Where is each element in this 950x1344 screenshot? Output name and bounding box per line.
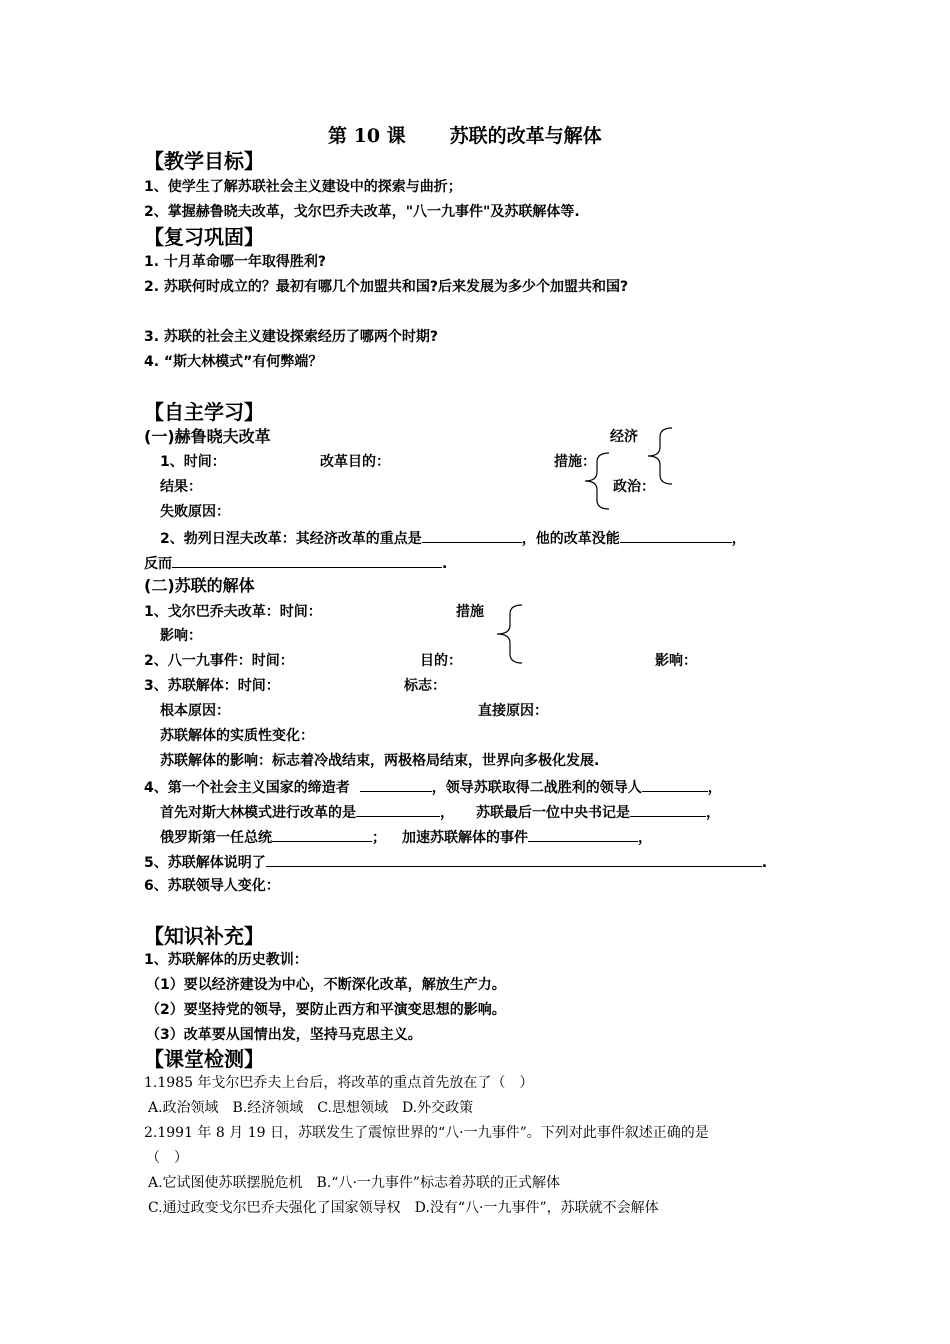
self-study-heading: 【自主学习】 bbox=[144, 400, 264, 424]
supplement-lead: 1、苏联解体的历史教训： bbox=[144, 952, 308, 968]
test-question-1-options: A.政治领域 B.经济领域 C.思想领域 D.外交政策 bbox=[148, 1100, 474, 1116]
influence: 苏联解体的影响：标志着冷战结束，两极格局结束，世界向多极化发展. bbox=[160, 753, 600, 769]
goal-item: 2、掌握赫鲁晓夫改革，戈尔巴乔夫改革，"八一九事件"及苏联解体等. bbox=[144, 204, 580, 220]
test-question-2-paren: （ ） bbox=[146, 1150, 188, 1166]
blank-line[interactable] bbox=[272, 827, 372, 842]
question-4-line-1: 4、第一个社会主义国家的缔造者 ，领导苏联取得二战胜利的领导人 ， bbox=[144, 777, 722, 797]
root-cause: 根本原因： bbox=[160, 703, 230, 719]
measures-brace bbox=[583, 452, 611, 510]
blank-line[interactable] bbox=[422, 528, 522, 543]
coup-time: 2、八一九事件：时间： bbox=[144, 653, 294, 669]
politics-label: 政治： bbox=[613, 479, 655, 495]
part2-title: (二)苏联的解体 bbox=[144, 576, 255, 595]
review-item: 3. 苏联的社会主义建设探索经历了哪两个时期? bbox=[144, 329, 439, 345]
khrushchev-time: 1、时间： bbox=[160, 454, 226, 470]
review-item: 4. “斯大林模式”有何弊端？ bbox=[144, 354, 323, 370]
supplement-item: （1）要以经济建设为中心，不断深化改革，解放生产力。 bbox=[146, 977, 506, 993]
brezhnev-line: 2、勃列日涅夫改革：其经济改革的重点是 ，他的改革没能 ， bbox=[160, 528, 746, 548]
test-question-1: 1.1985 年戈尔巴乔夫上台后，将改革的重点首先放在了（ ） bbox=[144, 1075, 534, 1091]
direct-cause: 直接原因： bbox=[478, 703, 548, 719]
coup-purpose: 目的： bbox=[420, 653, 462, 669]
test-heading: 【课堂检测】 bbox=[144, 1047, 264, 1071]
supplement-heading: 【知识补充】 bbox=[144, 924, 264, 948]
blank-line[interactable] bbox=[360, 777, 432, 792]
dissolution-mark: 标志： bbox=[404, 678, 446, 694]
essence: 苏联解体的实质性变化： bbox=[160, 728, 314, 744]
part1-title: (一)赫鲁晓夫改革 bbox=[144, 427, 271, 446]
test-question-2-options-a: A.它试图使苏联摆脱危机 B.“八·一九事件”标志着苏联的正式解体 bbox=[148, 1175, 561, 1191]
blank-line[interactable] bbox=[620, 528, 732, 543]
gorbachev-brace bbox=[494, 604, 524, 664]
supplement-item: （3）改革要从国情出发，坚持马克思主义。 bbox=[146, 1027, 422, 1043]
lesson-number: 第 10 课 bbox=[328, 125, 406, 147]
question-4-line-2: 首先对斯大林模式进行改革的是 ， 苏联最后一位中央书记是 ， bbox=[160, 802, 720, 822]
supplement-item: （2）要坚持党的领导，要防止西方和平演变思想的影响。 bbox=[146, 1002, 506, 1018]
review-item: 1. 十月革命哪一年取得胜利? bbox=[144, 254, 327, 270]
blank-line[interactable] bbox=[266, 852, 762, 867]
goal-item: 1、使学生了解苏联社会主义建设中的探索与曲折； bbox=[144, 179, 462, 195]
khrushchev-result: 结果： bbox=[160, 479, 202, 495]
review-heading: 【复习巩固】 bbox=[144, 225, 264, 249]
khrushchev-failure: 失败原因： bbox=[160, 504, 230, 520]
test-question-2-options-b: C.通过政变戈尔巴乔夫强化了国家领导权 D.没有“八·一九事件”，苏联就不会解体 bbox=[148, 1200, 659, 1216]
question-6: 6、苏联领导人变化： bbox=[144, 878, 280, 894]
coup-impact: 影响： bbox=[655, 653, 697, 669]
blank-line[interactable] bbox=[356, 802, 440, 817]
goals-heading: 【教学目标】 bbox=[144, 149, 264, 173]
blank-line[interactable] bbox=[172, 553, 442, 568]
question-4-line-3: 俄罗斯第一任总统 ； 加速苏联解体的事件 ， bbox=[160, 827, 652, 847]
dissolution-time: 3、苏联解体：时间： bbox=[144, 678, 280, 694]
gorbachev-measures: 措施 bbox=[456, 604, 484, 620]
test-question-2: 2.1991 年 8 月 19 日，苏联发生了震惊世界的“八·一九事件”。下列对此事件叙述正确的是 bbox=[144, 1125, 709, 1141]
blank-line[interactable] bbox=[642, 777, 708, 792]
khrushchev-measures: 措施： bbox=[554, 454, 596, 470]
blank-line[interactable] bbox=[630, 802, 706, 817]
question-5: 5、苏联解体说明了 . bbox=[144, 852, 767, 872]
blank-line[interactable] bbox=[528, 827, 638, 842]
gorbachev-impact: 影响： bbox=[160, 628, 202, 644]
economy-brace bbox=[642, 427, 676, 485]
khrushchev-purpose: 改革目的： bbox=[320, 454, 390, 470]
page-title bbox=[328, 124, 602, 148]
lesson-topic: 苏联的改革与解体 bbox=[449, 125, 602, 147]
brezhnev-line-2: 反而 . bbox=[144, 553, 447, 573]
gorbachev-reform: 1、戈尔巴乔夫改革：时间： bbox=[144, 604, 322, 620]
economy-label: 经济 bbox=[610, 429, 638, 445]
review-item: 2. 苏联何时成立的？最初有哪几个加盟共和国?后来发展为多少个加盟共和国? bbox=[144, 279, 629, 295]
